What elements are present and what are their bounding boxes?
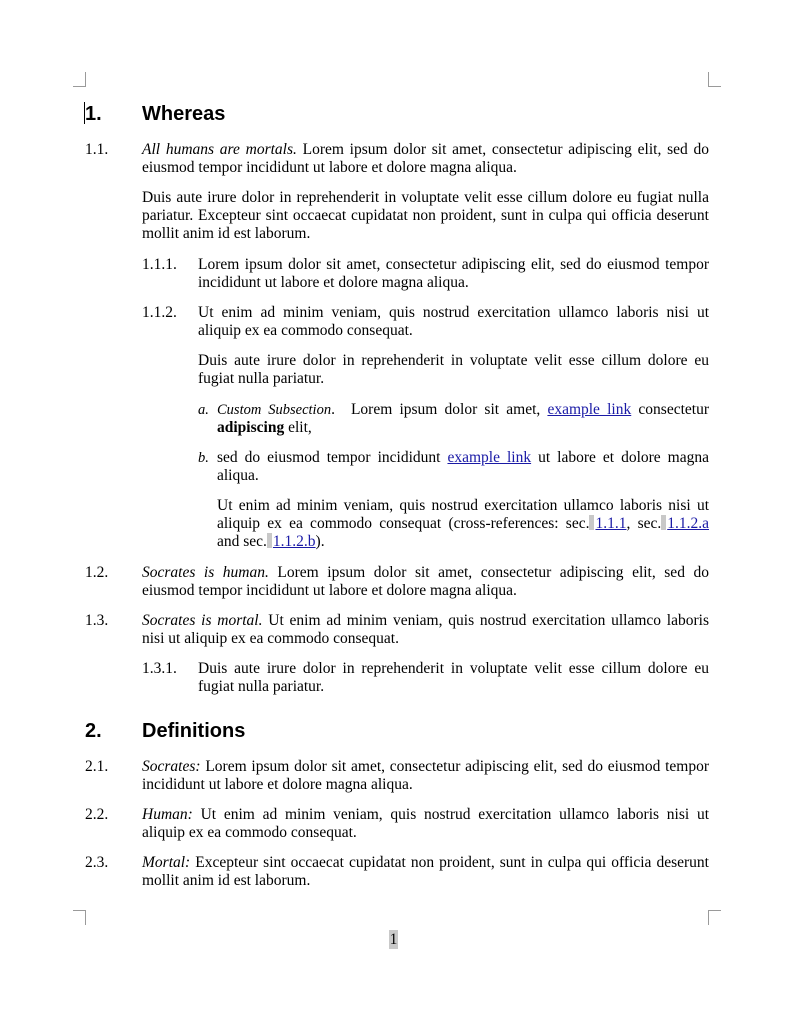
cross-reference-link[interactable]: 1.1.1 (595, 515, 627, 532)
subsection-b (217, 449, 709, 485)
definition-socrates (142, 758, 709, 794)
clause-1-3 (142, 612, 709, 648)
section-title: Definitions (142, 720, 246, 742)
clause-number: 2.3. (85, 854, 109, 871)
section-number: 1. (85, 103, 102, 125)
field-marker (267, 533, 272, 548)
clause-title: Socrates is mortal. (142, 612, 263, 629)
subsection-text: , sec. (626, 515, 662, 532)
clause-number: 1.2. (85, 564, 109, 581)
defined-term: Mortal: (142, 854, 191, 871)
defined-term: Human: (142, 806, 193, 823)
defined-term: Socrates: (142, 758, 201, 775)
clause-number: 1.1.1. (142, 256, 177, 273)
subsection-b-continuation (217, 497, 709, 551)
example-link[interactable]: example link (447, 449, 532, 466)
page-corner-marker-top-left (73, 72, 86, 87)
clause-1-1-continuation: Duis aute irure dolor in reprehenderit in voluptate velit esse cillum dolore eu fugiat nulla pariatur. Excepteur sint occaecat cupidatat non proident, sunt in culpa qui officia deserunt mollit anim id est laborum. (142, 189, 709, 242)
section-title: Whereas (142, 103, 226, 125)
clause-number: 2.1. (85, 758, 109, 775)
clause-1-1-1: Lorem ipsum dolor sit amet, consectetur adipiscing elit, sed do eiusmod tempor incididunt ut labore et dolore magna aliqua. (198, 256, 709, 291)
subsection-text: consectetur (631, 401, 709, 418)
clause-1-2 (142, 564, 709, 600)
page-corner-marker-top-right (708, 72, 721, 87)
subsection-text: Ut enim ad minim veniam, quis nostrud exercitation ullamco laboris nisi ut aliquip ex ea commodo consequat (cross-references: sec. (217, 497, 709, 532)
definition-text: Ut enim ad minim veniam, quis nostrud exercitation ullamco laboris nisi ut aliquip ex ea commodo consequat. (142, 806, 709, 841)
clause-text: Lorem ipsum dolor sit amet, consectetur adipiscing elit, sed do eiusmod tempor incididunt ut labore et dolore magna aliqua. (142, 564, 709, 599)
subsection-text: ). (315, 533, 325, 550)
cross-reference-link[interactable]: 1.1.2.b (272, 533, 316, 550)
bold-text: adipiscing (217, 419, 285, 436)
field-marker (661, 515, 666, 530)
definition-text: Excepteur sint occaecat cupidatat non proident, sunt in culpa qui officia deserunt mollit anim id est laborum. (142, 854, 709, 889)
clause-number: 1.1. (85, 141, 109, 158)
clause-1-1 (142, 141, 709, 177)
clause-title: Socrates is human. (142, 564, 269, 581)
clause-text: Ut enim ad minim veniam, quis nostrud exercitation ullamco laboris nisi ut aliquip ex ea commodo consequat. (142, 612, 709, 647)
clause-1-1-2-continuation: Duis aute irure dolor in reprehenderit in voluptate velit esse cillum dolore eu fugiat nulla pariatur. (198, 352, 709, 387)
section-number: 2. (85, 720, 102, 742)
page-number: 1 (389, 931, 398, 948)
definition-mortal (142, 854, 709, 890)
page-corner-marker-bottom-right (708, 910, 721, 925)
example-link[interactable]: example link (547, 401, 632, 418)
cross-reference-link[interactable]: 1.1.2.a (667, 515, 709, 532)
subsection-text: and sec. (217, 533, 267, 550)
clause-number: 1.3.1. (142, 660, 177, 677)
subsection-a (217, 401, 709, 437)
clause-number: 1.3. (85, 612, 109, 629)
subsection-text: sed do eiusmod tempor incididunt (217, 449, 448, 466)
field-marker (589, 515, 594, 530)
clause-number: 1.1.2. (142, 304, 177, 321)
subsection-letter: b. (198, 450, 209, 466)
clause-title: All humans are mortals. (142, 141, 297, 158)
subsection-letter: a. (198, 402, 209, 418)
page-corner-marker-bottom-left (73, 910, 86, 925)
subsection-title-period: . (331, 401, 335, 418)
subsection-title: Custom Subsection (217, 402, 332, 418)
subsection-text: ut labore et dolore magna aliqua. (217, 449, 709, 484)
clause-1-3-1: Duis aute irure dolor in reprehenderit in voluptate velit esse cillum dolore eu fugiat nulla pariatur. (198, 660, 709, 695)
subsection-text: elit, (284, 419, 312, 436)
clause-text: Lorem ipsum dolor sit amet, consectetur adipiscing elit, sed do eiusmod tempor incididunt ut labore et dolore magna aliqua. (142, 141, 709, 176)
definition-text: Lorem ipsum dolor sit amet, consectetur adipiscing elit, sed do eiusmod tempor incididunt ut labore et dolore magna aliqua. (142, 758, 709, 793)
clause-1-1-2: Ut enim ad minim veniam, quis nostrud exercitation ullamco laboris nisi ut aliquip ex ea commodo consequat. (198, 304, 709, 339)
subsection-text: Lorem ipsum dolor sit amet, (350, 401, 548, 418)
clause-number: 2.2. (85, 806, 109, 823)
definition-human (142, 806, 709, 842)
